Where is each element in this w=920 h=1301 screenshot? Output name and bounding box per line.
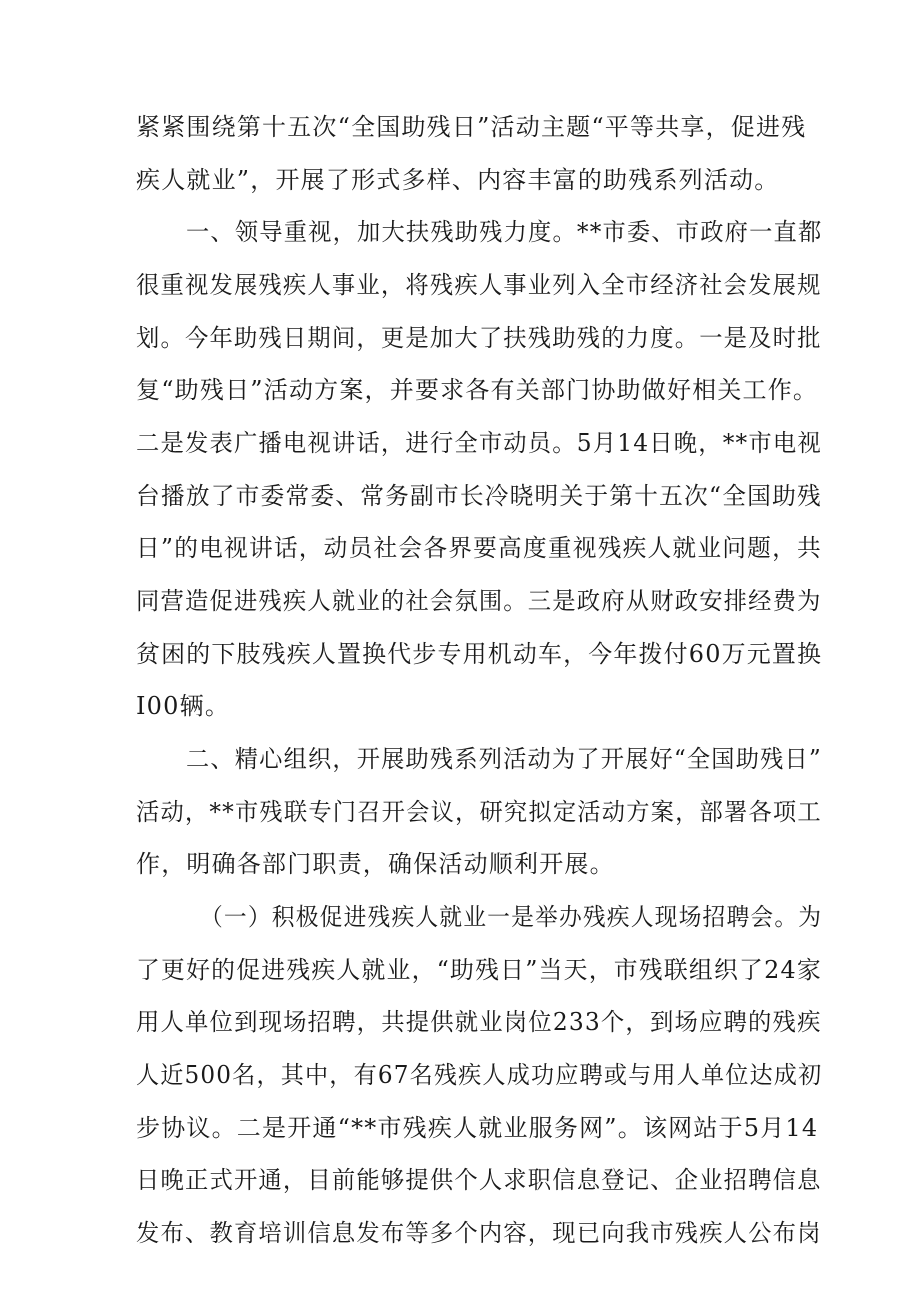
text-line: 同营造促进残疾人就业的社会氛围。三是政府从财政安排经费为: [136, 587, 822, 615]
text-line: 用人单位到现场招聘，共提供就业岗位233个，到场应聘的残疾: [136, 1008, 822, 1036]
text-line: 划。今年助残日期间，更是加大了扶残助残的力度。一是及时批: [136, 324, 822, 352]
text-line: 一、领导重视，加大扶残助残力度。**市委、市政府一直都: [186, 218, 823, 246]
text-line: 二、精心组织，开展助残系列活动为了开展好“全国助残日”: [186, 745, 822, 773]
text-line: 台播放了市委常委、常务副市长冷晓明关于第十五次“全国助残: [136, 482, 822, 510]
text-line: 很重视发展残疾人事业，将残疾人事业列入全市经济社会发展规: [136, 271, 822, 299]
text-line: 步协议。二是开通“**市残疾人就业服务网”。该网站于5月14: [136, 1114, 819, 1142]
text-line: 紧紧围绕第十五次“全国助残日”活动主题“平等共享，促进残: [136, 113, 807, 141]
text-line: 活动，**市残联专门召开会议，研究拟定活动方案，部署各项工: [136, 798, 822, 826]
text-line: 作，明确各部门职责，确保活动顺利开展。: [136, 850, 615, 878]
text-line: 疾人就业”，开展了形式多样、内容丰富的助残系列活动。: [136, 166, 780, 194]
text-line: 日”的电视讲话，动员社会各界要高度重视残疾人就业问题，共: [136, 534, 822, 562]
text-line: 日晚正式开通，目前能够提供个人求职信息登记、企业招聘信息: [136, 1166, 822, 1194]
text-line: （一）积极促进残疾人就业一是举办残疾人现场招聘会。为: [200, 903, 823, 931]
text-line: 复“助残日”活动方案，并要求各有关部门协助做好相关工作。: [136, 376, 819, 404]
text-line: I00辆。: [136, 692, 231, 720]
text-line: 发布、教育培训信息发布等多个内容，现已向我市残疾人公布岗: [136, 1219, 822, 1247]
text-line: 人近500名，其中，有67名残疾人成功应聘或与用人单位达成初: [136, 1061, 823, 1089]
text-line: 了更好的促进残疾人就业，“助残日”当天，市残联组织了24家: [136, 956, 822, 984]
text-line: 二是发表广播电视讲话，进行全市动员。5月14日晚，**市电视: [136, 429, 822, 457]
text-line: 贫困的下肢残疾人置换代步专用机动车，今年拨付60万元置换: [136, 640, 823, 668]
